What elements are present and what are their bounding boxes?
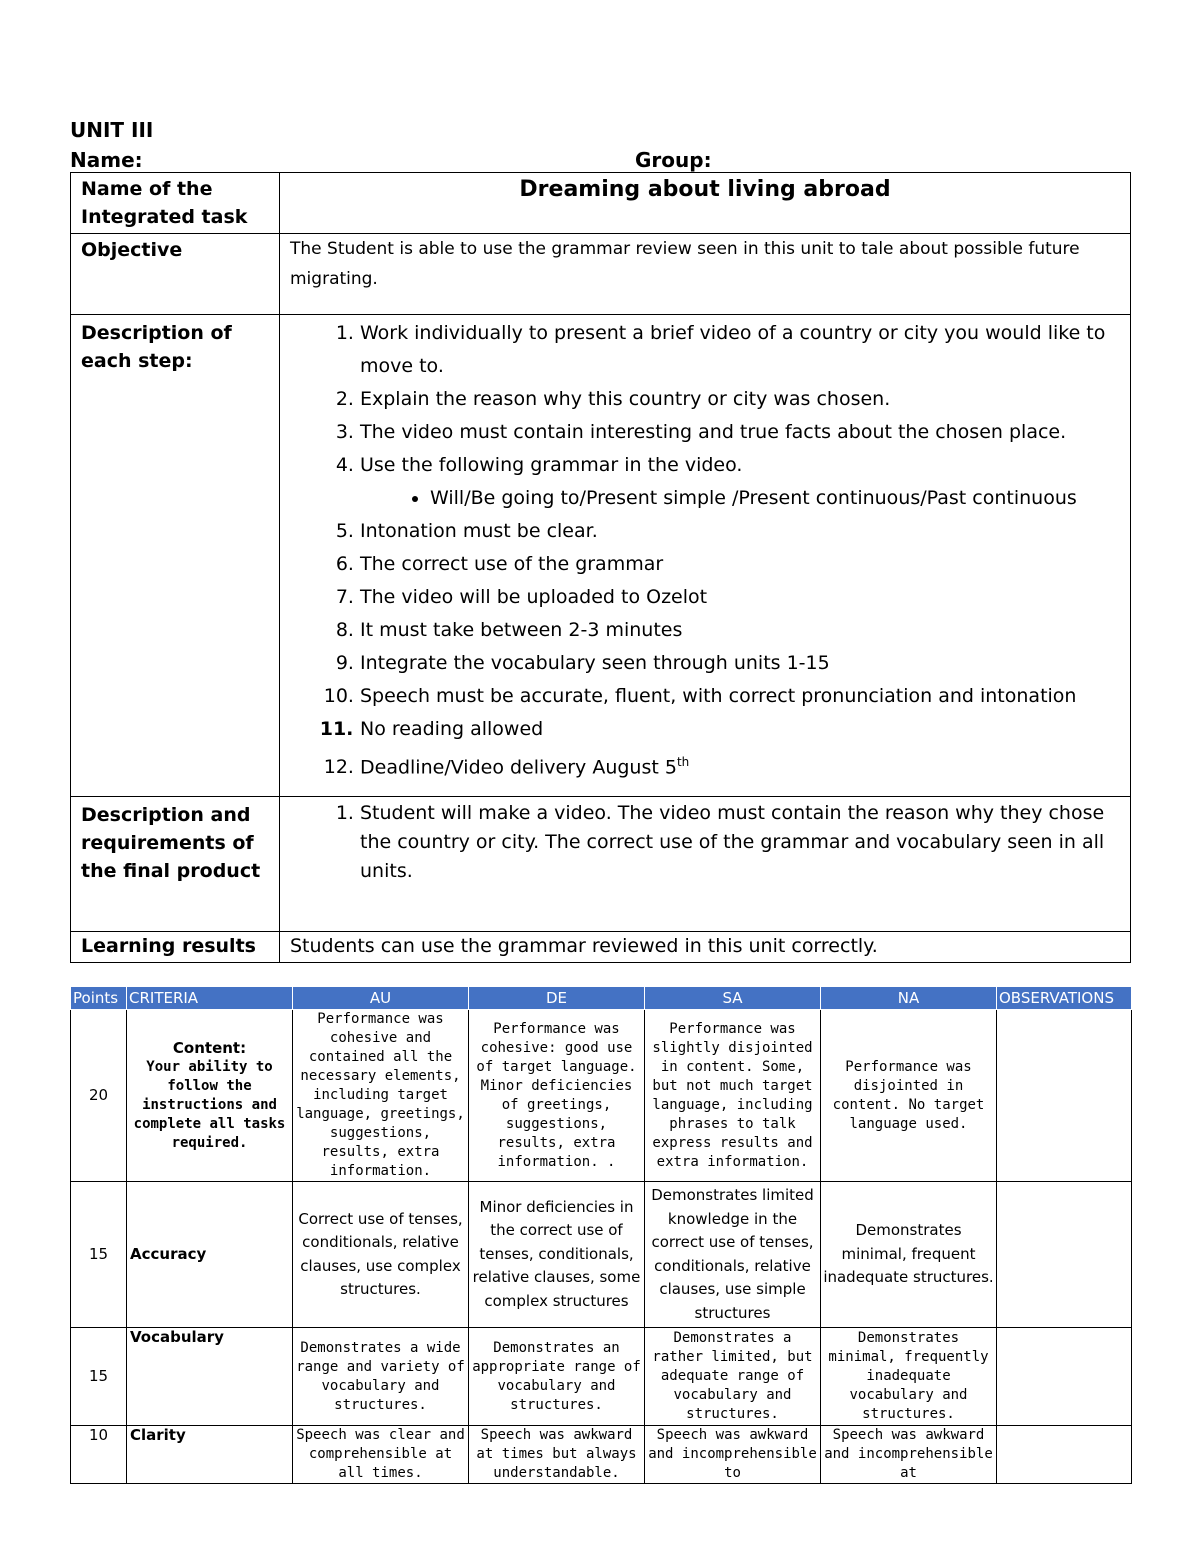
rubric-criteria: Vocabulary xyxy=(127,1328,293,1426)
rubric-points: 15 xyxy=(71,1328,127,1426)
rubric-au: Performance was cohesive and contained all the necessary elements, including target language, greetings, suggestions, results, extra information. xyxy=(293,1010,469,1182)
unit-heading: UNIT III xyxy=(70,118,154,142)
rubric-observations xyxy=(997,1328,1132,1426)
step-item: 9. Integrate the vocabulary seen through units 1-15 xyxy=(360,647,1120,680)
objective-label: Objective xyxy=(71,234,280,315)
learning-results-label: Learning results xyxy=(71,932,280,963)
rubric-na: Demonstrates minimal, frequent inadequate structures. xyxy=(821,1182,997,1328)
step-superscript: th xyxy=(676,755,690,769)
rubric-row-vocabulary xyxy=(71,1328,1132,1426)
objective-row xyxy=(71,234,1131,315)
step-item: 10. Speech must be accurate, fluent, with correct pronunciation and intonation xyxy=(360,680,1120,713)
name-label: Name: xyxy=(70,148,143,172)
steps-label: Description of each step: xyxy=(71,315,280,797)
step-item: 12. Deadline/Video delivery August 5th xyxy=(360,746,1120,784)
rubric-header-na: NA xyxy=(821,987,997,1010)
rubric-points: 10 xyxy=(71,1426,127,1484)
rubric-header-observations: OBSERVATIONS xyxy=(997,987,1132,1010)
rubric-observations xyxy=(997,1010,1132,1182)
objective-text: The Student is able to use the grammar review seen in this unit to tale about possible future migrating. xyxy=(290,239,1080,289)
rubric-au: Correct use of tenses, conditionals, relative clauses, use complex structures. xyxy=(293,1182,469,1328)
rubric-header-sa: SA xyxy=(645,987,821,1010)
task-name-cell xyxy=(280,173,1131,234)
steps-list xyxy=(290,317,1120,784)
rubric-de: Demonstrates an appropriate range of vocabulary and structures. xyxy=(469,1328,645,1426)
task-title: Dreaming about living abroad xyxy=(519,177,891,202)
rubric-criteria xyxy=(127,1010,293,1182)
task-name-label: Name of the Integrated task xyxy=(71,173,280,234)
rubric-observations xyxy=(997,1182,1132,1328)
task-name-row xyxy=(71,173,1131,234)
step-item: 3. The video must contain interesting and true facts about the chosen place. xyxy=(360,416,1120,449)
rubric-de: Performance was cohesive: good use of target language. Minor deficiencies of greetings, suggestions, results, extra information. . xyxy=(469,1010,645,1182)
rubric-header-de: DE xyxy=(469,987,645,1010)
step-item: 5. Intonation must be clear. xyxy=(360,515,1120,548)
rubric-observations xyxy=(997,1426,1132,1484)
rubric-au: Demonstrates a wide range and variety of vocabulary and structures. xyxy=(293,1328,469,1426)
final-product-row xyxy=(71,797,1131,932)
learning-results-row xyxy=(71,932,1131,963)
rubric-criteria: Accuracy xyxy=(127,1182,293,1328)
rubric-sa: Speech was awkward and incomprehensible to xyxy=(645,1426,821,1484)
criteria-title: Content: xyxy=(172,1038,247,1057)
rubric-de: Minor deficiencies in the correct use of tenses, conditionals, relative clauses, some complex structures xyxy=(469,1182,645,1328)
criteria-detail: Your ability to follow the instructions and complete all tasks required. xyxy=(133,1058,286,1151)
grammar-sublist xyxy=(360,482,1120,515)
final-product-label: Description and requirements of the final product xyxy=(71,797,280,932)
objective-cell xyxy=(280,234,1131,315)
task-table xyxy=(70,172,1131,963)
rubric-points: 20 xyxy=(71,1010,127,1182)
step-item: 11. No reading allowed xyxy=(360,713,1120,746)
rubric-criteria: Clarity xyxy=(127,1426,293,1484)
rubric-na: Speech was awkward and incomprehensible at xyxy=(821,1426,997,1484)
rubric-row-clarity xyxy=(71,1426,1132,1484)
rubric-row-accuracy xyxy=(71,1182,1132,1328)
rubric-points: 15 xyxy=(71,1182,127,1328)
rubric-header-row xyxy=(71,987,1132,1010)
rubric-header-au: AU xyxy=(293,987,469,1010)
steps-cell xyxy=(280,315,1131,797)
learning-results-cell xyxy=(280,932,1131,963)
step-item: 7. The video will be uploaded to Ozelot xyxy=(360,581,1120,614)
rubric-de: Speech was awkward at times but always understandable. xyxy=(469,1426,645,1484)
step-item: 8. It must take between 2-3 minutes xyxy=(360,614,1120,647)
rubric-na: Performance was disjointed in content. No target language used. xyxy=(821,1010,997,1182)
rubric-sa: Demonstrates limited knowledge in the correct use of tenses, conditionals, relative clauses, use simple structures xyxy=(645,1182,821,1328)
final-product-item: 1. Student will make a video. The video must contain the reason why they chose the country or city. The correct use of the grammar and vocabulary seen in all units. xyxy=(360,799,1120,886)
rubric-sa: Demonstrates a rather limited, but adequate range of vocabulary and structures. xyxy=(645,1328,821,1426)
rubric-header-criteria: CRITERIA xyxy=(127,987,293,1010)
grammar-subitem: • Will/Be going to/Present simple /Present continuous/Past continuous xyxy=(430,482,1120,515)
rubric-table xyxy=(70,986,1132,1484)
group-label: Group: xyxy=(635,148,712,172)
rubric-sa: Performance was slightly disjointed in content. Some, but not much target language, including phrases to talk express results and extra information. xyxy=(645,1010,821,1182)
learning-results-text: Students can use the grammar reviewed in this unit correctly. xyxy=(290,935,878,957)
rubric-au: Speech was clear and comprehensible at all times. xyxy=(293,1426,469,1484)
step-item: 2. Explain the reason why this country or city was chosen. xyxy=(360,383,1120,416)
step-item: 4. Use the following grammar in the video. • Will/Be going to/Present simple /Present continuous/Past continuous xyxy=(360,449,1120,515)
steps-row xyxy=(71,315,1131,797)
step-item: 1. Work individually to present a brief video of a country or city you would like to move to. xyxy=(360,317,1120,383)
rubric-header-points: Points xyxy=(71,987,127,1010)
rubric-row-content xyxy=(71,1010,1132,1182)
final-product-list xyxy=(290,799,1120,886)
step-item: 6. The correct use of the grammar xyxy=(360,548,1120,581)
final-product-cell xyxy=(280,797,1131,932)
rubric-na: Demonstrates minimal, frequently inadequate vocabulary and structures. xyxy=(821,1328,997,1426)
